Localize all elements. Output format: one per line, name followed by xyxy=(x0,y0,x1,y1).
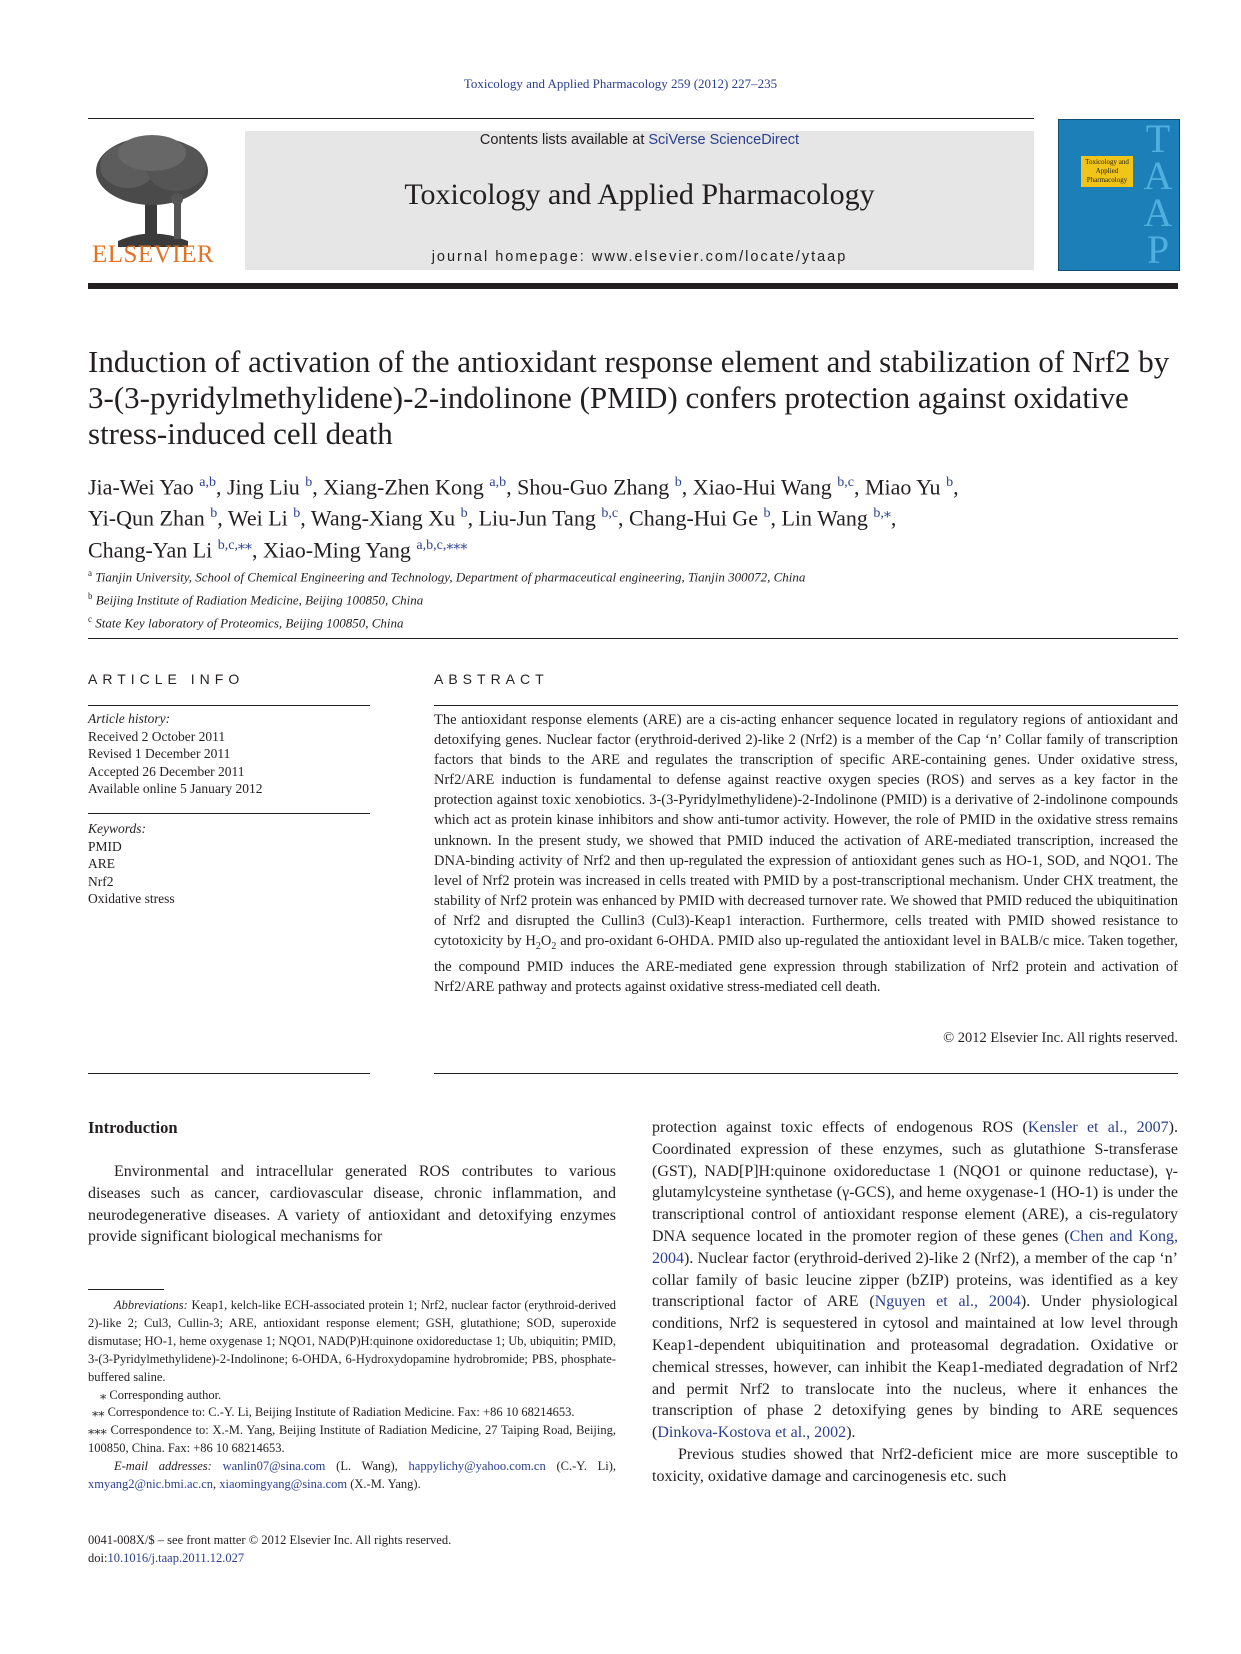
author-affiliation-marker[interactable]: b,c xyxy=(601,506,619,522)
footnote-rule xyxy=(88,1289,164,1290)
author-affiliation-marker[interactable]: a,b xyxy=(199,475,216,490)
cover-title: Toxicology and Applied Pharmacology xyxy=(1081,156,1133,187)
author-separator: , xyxy=(251,536,263,562)
email-separator: , xyxy=(213,1477,220,1492)
info-rule xyxy=(88,1073,370,1074)
email-link[interactable]: xiaomingyang@sina.com xyxy=(219,1477,348,1492)
keyword-item: PMID xyxy=(88,838,122,854)
author-name: Lin Wang xyxy=(781,505,868,531)
author-list xyxy=(88,469,1188,563)
abstract-copyright: © 2012 Elsevier Inc. All rights reserved. xyxy=(943,1030,1178,1046)
text-run: ). xyxy=(846,1424,856,1442)
author-separator: , xyxy=(770,505,782,531)
email-owner: (X.-M. Yang). xyxy=(347,1477,421,1492)
doi-line xyxy=(88,1549,616,1567)
history-label: Article history: xyxy=(88,711,171,726)
author-separator: , xyxy=(216,474,227,500)
author-affiliation-marker[interactable]: b,⁎ xyxy=(873,506,891,522)
contents-prefix: Contents lists available at xyxy=(479,132,649,148)
title-rule xyxy=(88,638,1178,639)
author-name: Shou-Guo Zhang xyxy=(517,474,670,500)
author-name: Xiao-Ming Yang xyxy=(262,536,411,562)
author-separator: , xyxy=(217,505,228,531)
author-name: Chang-Hui Ge xyxy=(629,505,758,531)
citation-link[interactable]: Chen and Kong, 2004 xyxy=(652,1227,1178,1267)
author-name: Chang-Yan Li xyxy=(88,536,213,562)
email-owner: (L. Wang), xyxy=(325,1459,409,1474)
author-name: Wang-Xiang Xu xyxy=(310,505,456,531)
homepage-label: journal homepage: xyxy=(431,249,592,265)
author-affiliation-marker[interactable]: a,b xyxy=(489,475,507,490)
author-affiliation-marker[interactable]: a,b,c,⁎⁎⁎ xyxy=(416,537,468,553)
abstract-rule xyxy=(434,705,1178,706)
author-separator: , xyxy=(953,474,959,500)
elsevier-logo xyxy=(88,131,218,271)
h2o2-sub: 2 xyxy=(535,940,541,952)
contents-line xyxy=(245,132,1034,148)
author-name: Xiao-Hui Wang xyxy=(692,474,832,500)
affiliations xyxy=(88,564,1188,632)
front-matter xyxy=(88,1531,616,1567)
abstract-part-1: The antioxidant response elements (ARE) are a cis-acting enhancer sequence located in regulatory regions of antioxidant and detoxifying genes. Nuclear factor (erythroid-derived 2)-like 2 (Nrf2) is a member of the Cap ‘n’ Collar family of transcription factors that binds to the ARE and regulates the transcription of specific ARE-containing genes. Under oxidative stress, Nrf2/ARE induction is fundamental to defense against reactive oxygen species (ROS) and serves as a key factor in the protection against toxic xenobiotics. 3-(3-Pyridylmethylidene)-2-Indolinone (PMID) is a derivative of 2-indolinone compounds which act as protein kinase inhibitors and show anti-tumor activity. However, the role of PMID in the oxidative stress remains unknown. In the present study, we showed that PMID induced the activation of ARE-mediated transcription, increased the DNA-binding activity of Nrf2 and then up-regulated the expression of antioxidant genes such as HO-1, SOD, and NQO1. The level of Nrf2 protein was increased in cells treated with PMID by a post-transcriptional mechanism. Under CHX treatment, the stability of Nrf2 protein was enhanced by PMID with decreased turnover rate. We showed that PMID reduced the ubiquitination of Nrf2 and disrupted the Cullin3 (Cul3)-Keap1 interaction. Furthermore, cells treated with PMID showed resistance to cytotoxicity by H xyxy=(434,712,1178,950)
journal-name: Toxicology and Applied Pharmacology xyxy=(404,178,875,211)
affiliation-item xyxy=(88,564,1188,587)
email-addresses xyxy=(88,1458,616,1494)
doi-link[interactable]: 10.1016/j.taap.2011.12.027 xyxy=(107,1551,245,1565)
section-heading: Introduction xyxy=(88,1118,178,1137)
affiliation-text: Tianjin University, School of Chemical Engineering and Technology, Department of pharmaceutical engineering, Tianjin 300072, China xyxy=(95,569,806,585)
author-affiliation-marker[interactable]: b xyxy=(946,475,954,490)
author-name: Yi-Qun Zhan xyxy=(88,505,205,531)
author-separator: , xyxy=(890,505,897,531)
abstract-part-2: and pro-oxidant 6-OHDA. PMID also up-regulated the antioxidant level in BALB/c mice. Taken together, the compound PMID induces the ARE-mediated gene expression through stabilization of Nrf2 protein and activation of Nrf2/ARE pathway and protects against oxidative stress-mediated cell death. xyxy=(434,933,1178,996)
email-owner: (C.-Y. Li), xyxy=(545,1459,616,1474)
text-run: protection against toxic effects of endogenous ROS ( xyxy=(652,1119,1028,1136)
author-affiliation-marker[interactable]: b xyxy=(305,475,313,490)
author-separator: , xyxy=(618,505,630,531)
article-info-heading: ARTICLE INFO xyxy=(88,671,245,687)
journal-homepage xyxy=(245,249,1034,265)
author-separator: , xyxy=(312,474,324,500)
keyword-item: ARE xyxy=(88,856,115,871)
author-separator: , xyxy=(681,474,693,500)
header-rule xyxy=(88,118,1034,119)
intro-paragraph xyxy=(652,1117,1178,1444)
author-name: Wei Li xyxy=(227,505,288,531)
author-affiliation-marker[interactable]: b xyxy=(210,506,218,522)
article-title: Induction of activation of the antioxidant response element and stabilization of Nrf2 by 3-(3-pyridylmethylidene)-2-indolinone (PMID) confers protection against oxidative stress-induced cell death xyxy=(88,344,1170,451)
abbreviations-footnote xyxy=(88,1297,616,1387)
affiliation-text: State Key laboratory of Proteomics, Beijing 100850, China xyxy=(95,614,404,630)
cover-letters: TAAP xyxy=(1143,119,1173,271)
sciencedirect-link[interactable]: SciVerse ScienceDirect xyxy=(648,132,800,148)
abstract-rule xyxy=(434,1073,1178,1074)
author-name: Jing Liu xyxy=(227,474,300,500)
keywords-label: Keywords: xyxy=(88,821,146,836)
text-run: ). Nuclear factor (erythroid-derived 2)-like 2 (Nrf2), a member of the cap ‘n’ collar family of basic leucine zipper (bZIP) proteins, was identified as a key transcriptional factor of ARE ( xyxy=(652,1249,1178,1311)
citation-link[interactable]: Nguyen et al., 2004 xyxy=(874,1293,1021,1311)
info-rule xyxy=(88,813,370,814)
keyword-item: Oxidative stress xyxy=(88,891,175,906)
intro-paragraph: Environmental and intracellular generated ROS contributes to various diseases such as cancer, cardiovascular disease, chronic inflammation, and neurodegenerative diseases. A variety of antioxidant and detoxifying enzymes provide significant biological mechanisms for xyxy=(88,1163,616,1246)
affiliation-text: Beijing Institute of Radiation Medicine, Beijing 100850, China xyxy=(95,592,424,608)
author-name: Jia-Wei Yao xyxy=(88,474,194,500)
history-online: Available online 5 January 2012 xyxy=(88,781,263,796)
text-run: ). Under physiological conditions, Nrf2 is sequestered in cytosol and maintained at low level through Keap1-dependent ubiquitination and proteasomal degradation. Oxidative or chemical stresses, however, can inhibit the Keap1-mediated degradation of Nrf2 and permit Nrf2 to translocate into the nucleus, where it enhances the transcription of phase 2 detoxifying genes by binding to ARE sequences ( xyxy=(652,1293,1178,1442)
journal-citation[interactable]: Toxicology and Applied Pharmacology 259 (2012) 227–235 xyxy=(463,76,778,91)
h2o2-o: O xyxy=(540,933,552,950)
affiliation-marker: a xyxy=(88,568,92,578)
history-accepted: Accepted 26 December 2011 xyxy=(88,763,245,779)
author-affiliation-marker[interactable]: b xyxy=(763,506,771,522)
issn-line: 0041-008X/$ – see front matter © 2012 Elsevier Inc. All rights reserved. xyxy=(88,1533,452,1547)
h2o2-sub: 2 xyxy=(551,940,557,952)
abbreviations-label: Abbreviations: xyxy=(114,1298,188,1312)
article-history xyxy=(88,710,370,798)
citation-link[interactable]: Kensler et al., 2007 xyxy=(1027,1119,1169,1136)
journal-cover[interactable] xyxy=(1058,119,1180,271)
author-affiliation-marker[interactable]: b xyxy=(674,475,682,490)
history-revised: Revised 1 December 2011 xyxy=(88,746,231,761)
corresponding-author-note: ⁎ Corresponding author. xyxy=(100,1387,222,1402)
abstract-text xyxy=(434,710,1178,997)
author-affiliation-marker[interactable]: b,c,⁎⁎ xyxy=(217,537,252,553)
author-affiliation-marker[interactable]: b xyxy=(460,506,468,522)
footnotes xyxy=(88,1297,616,1494)
affiliation-marker: b xyxy=(88,590,93,601)
abstract-heading: ABSTRACT xyxy=(434,671,549,687)
doi-label: doi: xyxy=(88,1551,108,1565)
author-separator: , xyxy=(300,505,311,531)
affiliation-item xyxy=(88,587,1188,610)
author-separator: , xyxy=(467,505,479,531)
affiliation-item xyxy=(88,610,1188,633)
homepage-url[interactable]: www.elsevier.com/locate/ytaap xyxy=(591,249,848,265)
author-affiliation-marker[interactable]: b xyxy=(293,506,301,522)
email-link[interactable]: xmyang2@nic.bmi.ac.cn xyxy=(88,1477,214,1492)
citation-link[interactable]: Dinkova-Kostova et al., 2002 xyxy=(657,1424,847,1442)
author-affiliation-marker[interactable]: b,c xyxy=(837,475,854,490)
email-link[interactable]: happylichy@yahoo.com.cn xyxy=(408,1459,546,1474)
keywords xyxy=(88,820,370,908)
author-name: Liu-Jun Tang xyxy=(478,505,596,531)
header-thick-rule xyxy=(88,283,1178,289)
history-received: Received 2 October 2011 xyxy=(88,728,226,744)
email-link[interactable]: wanlin07@sina.com xyxy=(222,1459,326,1474)
correspondence-note: ⁎⁎ Correspondence to: C.-Y. Li, Beijing Institute of Radiation Medicine. Fax: +86 10 68214653. xyxy=(92,1405,575,1420)
text-run: ). Coordinated expression of these enzymes, such as glutathione S-transferase (GST), NAD[P]H:quinone oxidoreductase 1 (NQO1 or quinone reductase), γ-glutamylcysteine synthetase (γ-GCS), and heme oxygenase-1 (HO-1) is under the transcriptional control of antioxidant response element (ARE), a cis-regulatory DNA sequence located in the promoter region of these genes ( xyxy=(652,1119,1178,1245)
author-separator: , xyxy=(853,474,865,500)
correspondence-note: ⁎⁎⁎ Correspondence to: X.-M. Yang, Beijing Institute of Radiation Medicine, 27 Taiping Road, Beijing, 100850, China. Fax: +86 10 68214653. xyxy=(88,1423,616,1456)
publisher-name: ELSEVIER xyxy=(91,241,215,268)
email-label: E-mail addresses: xyxy=(114,1459,212,1474)
intro-right-column xyxy=(652,1117,1178,1488)
author-name: Miao Yu xyxy=(864,474,941,500)
info-rule xyxy=(88,705,370,706)
author-name: Xiang-Zhen Kong xyxy=(323,474,484,500)
author-separator: , xyxy=(506,474,518,500)
affiliation-marker: c xyxy=(88,613,92,624)
abbreviations-text: Keap1, kelch-like ECH-associated protein 1; Nrf2, nuclear factor (erythroid-derived 2)-like 2; Cul3, Cullin-3; ARE, antioxidant response element; GSH, glutathione; SOD, superoxide dismutase; HO-1, heme oxygenase 1; NQO1, NAD(P)H:quinone oxidoreductase 1; Ub, ubiquitin; PMID, 3-(3-Pyridylmethylidene)-2-Indolinone; 6-OHDA, 6-Hydroxydopamine hydrobromide; PBS, phosphate-buffered saline. xyxy=(88,1298,616,1384)
intro-paragraph: Previous studies showed that Nrf2-deficient mice are more susceptible to toxicity, oxidative damage and carcinogenesis etc. such xyxy=(652,1445,1178,1485)
keyword-item: Nrf2 xyxy=(88,873,114,889)
